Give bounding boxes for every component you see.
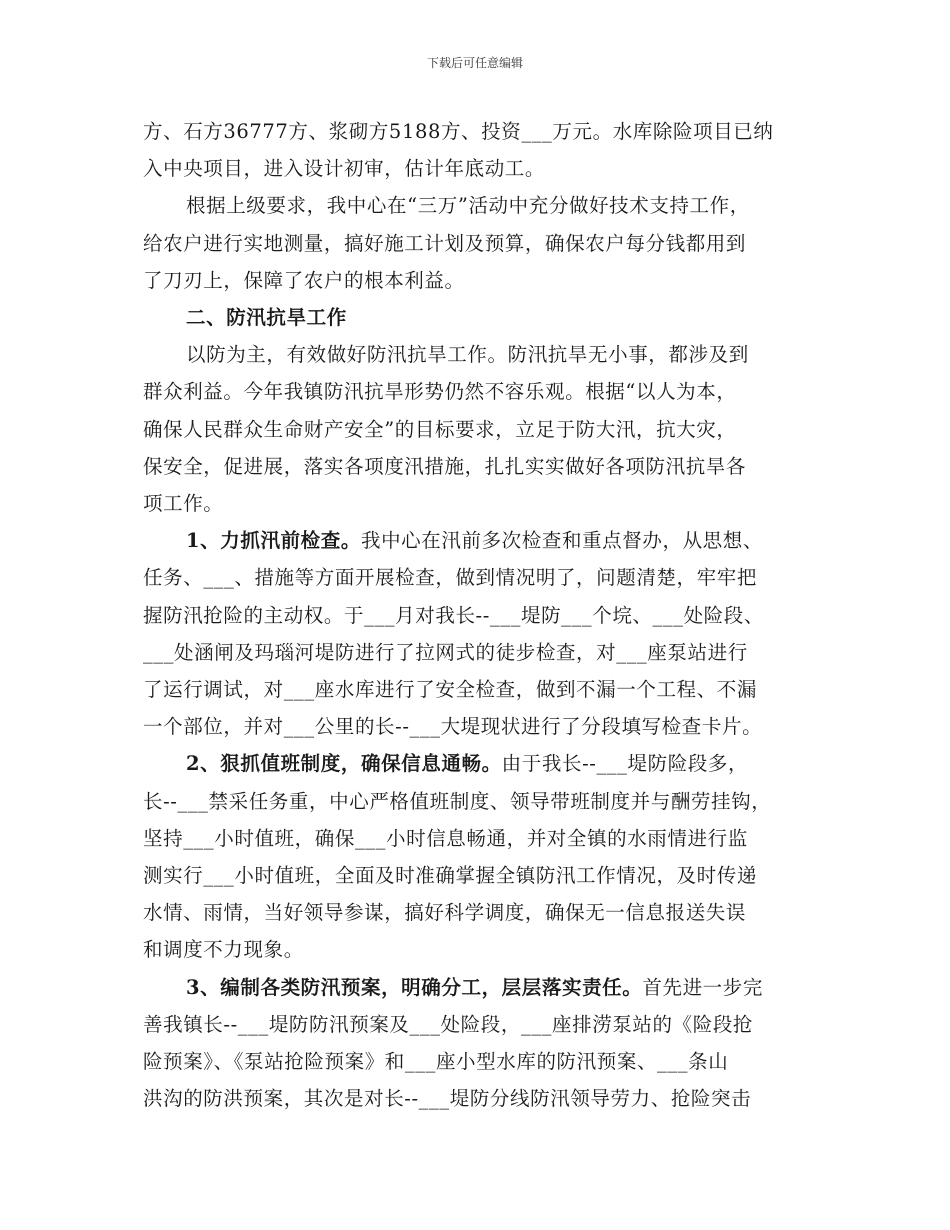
- body-text: 坚持___小时值班，确保___小时信息畅通，并对全镇的水雨情进行监: [143, 826, 748, 850]
- body-text: 由于我长--___堤防险段多，: [501, 752, 749, 776]
- text-line: [143, 707, 762, 747]
- text-line: [143, 558, 757, 598]
- body-text: 方、石方36777方、浆砌方5188方、投资___万元。水库除险项目已纳: [143, 120, 774, 143]
- body-text: 以防为主，有效做好防汛抗旱工作。防汛抗旱无小事，都涉及到: [186, 343, 749, 367]
- body-text: 握防汛抢险的主动权。于___月对我长--___堤防___个垸、___处险段、: [143, 603, 764, 627]
- body-text: 保安全，促进展，落实各项度汛措施，扎扎实实做好各项防汛抗旱各: [143, 454, 747, 478]
- body-text: 了刀刃上，保障了农户的根本利益。: [143, 268, 465, 292]
- text-line: [186, 335, 749, 375]
- body-text: 项工作。: [143, 492, 224, 515]
- body-text: 给农户进行实地测量，搞好施工计划及预算，确保农户每分钱都用到: [143, 231, 747, 255]
- body-text: 我中心在汛前多次检查和重点督办，从思想、: [360, 529, 763, 553]
- text-line: [143, 1079, 751, 1119]
- page-header: 下载后可任意编辑: [426, 56, 523, 70]
- text-line: [143, 856, 757, 896]
- body-text: 群众利益。今年我镇防汛抗旱形势仍然不容乐观。根据“以人为本，: [143, 380, 737, 404]
- text-line: [143, 410, 736, 450]
- text-line: [186, 186, 750, 226]
- body-text: 和调度不力现象。: [143, 938, 304, 962]
- body-text: 长--___禁采任务重，中心严格值班制度、领导带班制度并与酬劳挂钩，: [143, 789, 772, 813]
- text-line: [186, 521, 763, 561]
- bold-heading-text: 二、防汛抗旱工作: [186, 306, 347, 329]
- text-line: [143, 484, 223, 524]
- text-line: [143, 1042, 728, 1082]
- body-text: 确保人民群众生命财产安全”的目标要求，立足于防大汛，抗大灾，: [143, 417, 737, 441]
- body-text: 入中央项目，进入设计初审，估计年底动工。: [143, 157, 546, 181]
- text-line: [143, 224, 746, 264]
- text-line: [143, 1005, 753, 1045]
- text-line: [143, 782, 771, 822]
- body-text: 善我镇长--___堤防防汛预案及___处险段，___座排涝泵站的《险段抢: [143, 1012, 754, 1036]
- text-line: [143, 596, 764, 636]
- body-text: 一个部位，并对___公里的长--___大堤现状进行了分段填写检查卡片。: [143, 715, 763, 739]
- body-text: 险预案》、《泵站抢险预案》和___座小型水库的防汛预案、___条山: [143, 1050, 729, 1073]
- text-line: [143, 112, 774, 152]
- text-line: [143, 447, 746, 487]
- text-line: [143, 670, 757, 710]
- body-text: ___处涵闸及玛瑙河堤防进行了拉网式的徒步检查，对___座泵站进行: [143, 640, 748, 664]
- text-line: [143, 633, 748, 673]
- body-text: 洪沟的防洪预案，其次是对长--___堤防分线防汛领导劳力、抢险突击: [143, 1087, 752, 1111]
- body-text: 首先进一步完: [642, 975, 763, 999]
- body-text: 任务、___、措施等方面开展检查，做到情况明了，问题清楚，牢牢把: [143, 566, 757, 590]
- body-text: 根据上级要求，我中心在“三万”活动中充分做好技术支持工作，: [186, 194, 750, 218]
- text-line: [143, 819, 748, 859]
- body-text: 水情、雨情，当好领导参谋，搞好科学调度，确保无一信息报送失误: [143, 901, 747, 925]
- text-line: [186, 298, 347, 338]
- body-text: 测实行___小时值班，全面及时准确掌握全镇防汛工作情况，及时传递: [143, 864, 757, 887]
- bold-heading-text: 3、编制各类防汛预案，明确分工，层层落实责任。: [186, 975, 643, 999]
- text-line: [143, 261, 465, 301]
- text-line: [186, 744, 748, 784]
- text-line: [143, 893, 746, 933]
- bold-heading-text: 1、力抓汛前检查。: [186, 529, 361, 553]
- text-line: [186, 968, 763, 1008]
- bold-heading-text: 2、狠抓值班制度，确保信息通畅。: [186, 752, 502, 776]
- text-line: [143, 372, 736, 412]
- body-text: 了运行调试，对___座水库进行了安全检查，做到不漏一个工程、不漏: [143, 678, 757, 701]
- text-line: [143, 149, 545, 189]
- text-line: [143, 930, 304, 970]
